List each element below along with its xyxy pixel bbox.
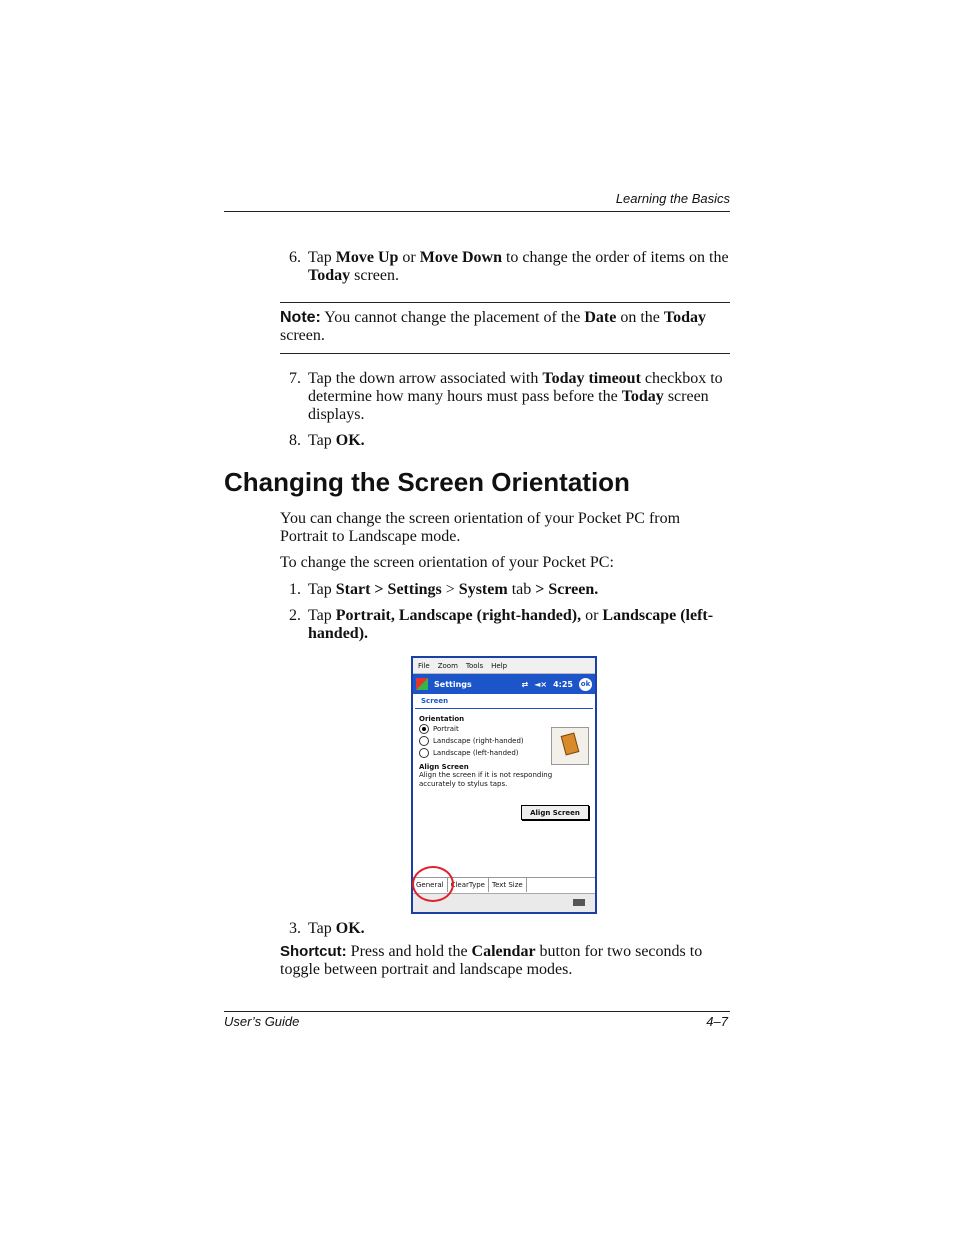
- footer-title: User’s Guide: [224, 1014, 300, 1029]
- radio-empty-icon: [419, 748, 429, 758]
- tab-general: General: [413, 878, 448, 892]
- ppc-section-label: Screen: [415, 694, 593, 709]
- step-3: [289, 920, 729, 938]
- ppc-menu-file: File: [418, 661, 430, 670]
- radio-portrait: Portrait: [419, 723, 589, 735]
- step-number: 8.: [289, 432, 301, 449]
- step-2: [289, 607, 729, 647]
- radio-landscape-left: Landscape (left-handed): [419, 747, 589, 759]
- ppc-content: [413, 709, 595, 817]
- paragraph-instruction: To change the screen orientation of your Pocket PC:: [280, 554, 614, 571]
- ppc-menu-help: Help: [491, 661, 508, 670]
- step-number: 3.: [289, 920, 301, 937]
- note: Note: You cannot change the placement of the Date on the Today screen.: [280, 309, 707, 344]
- step-text: Tap OK.: [308, 920, 365, 937]
- highlight-circle: [412, 866, 454, 902]
- note-rule-bottom: [280, 353, 730, 354]
- step-number: 6.: [289, 249, 301, 266]
- header-rule: [224, 211, 730, 212]
- align-screen-button: Align Screen: [521, 805, 589, 820]
- step-6: [289, 249, 729, 289]
- radio-selected-icon: [419, 724, 429, 734]
- ppc-ok-button: ok: [579, 678, 592, 691]
- align-description: Align the screen if it is not responding accurately to stylus taps.: [419, 771, 553, 788]
- step-text: Tap OK.: [308, 432, 365, 449]
- ppc-menu-tools: Tools: [465, 661, 484, 670]
- step-number: 1.: [289, 581, 301, 598]
- windows-flag-icon: [416, 678, 428, 690]
- ppc-menu-zoom: Zoom: [437, 661, 458, 670]
- tab-cleartype: ClearType: [448, 878, 489, 892]
- step-number: 2.: [289, 607, 301, 624]
- shortcut: Shortcut: Press and hold the Calendar button for two seconds to toggle between portrait and landscape modes.: [280, 943, 703, 978]
- step-8: [289, 432, 729, 450]
- connectivity-icon: ⇄: [521, 679, 529, 689]
- keyboard-icon: [573, 899, 585, 906]
- running-header: Learning the Basics: [615, 191, 730, 206]
- note-rule-top: [280, 302, 730, 303]
- step-text: Tap Start > Settings > System tab > Screen.: [308, 581, 599, 598]
- step-7: [289, 370, 729, 426]
- page-number: 4–7: [706, 1014, 728, 1029]
- ppc-clock: 4:25: [553, 679, 573, 689]
- step-text: Tap Move Up or Move Down to change the order of items on the Today screen.: [308, 249, 729, 284]
- shortcut-label: Shortcut:: [280, 943, 347, 960]
- align-heading: Align Screen: [419, 763, 469, 771]
- ppc-menu-bar: [413, 658, 595, 674]
- radio-empty-icon: [419, 736, 429, 746]
- step-1: [289, 581, 729, 599]
- radio-landscape-right: Landscape (right-handed): [419, 735, 589, 747]
- step-text: Tap Portrait, Landscape (right-handed), or Landscape (left-handed).: [308, 607, 714, 642]
- section-heading: Changing the Screen Orientation: [224, 467, 630, 497]
- speaker-icon: ◄×: [534, 679, 548, 689]
- step-number: 7.: [289, 370, 301, 387]
- footer-rule: [224, 1011, 730, 1012]
- paragraph-intro: You can change the screen orientation of your Pocket PC from Portrait to Landscape mode.: [280, 510, 681, 545]
- orientation-device-icon: [551, 727, 589, 765]
- orientation-heading: Orientation: [419, 715, 465, 723]
- step-text: Tap the down arrow associated with Today timeout checkbox to determine how many hours must pass before the Today screen displays.: [308, 370, 723, 423]
- tab-text-size: Text Size: [489, 878, 527, 892]
- ppc-title-bar: [413, 674, 595, 694]
- ppc-title: Settings: [434, 679, 472, 689]
- note-label: Note:: [280, 309, 321, 326]
